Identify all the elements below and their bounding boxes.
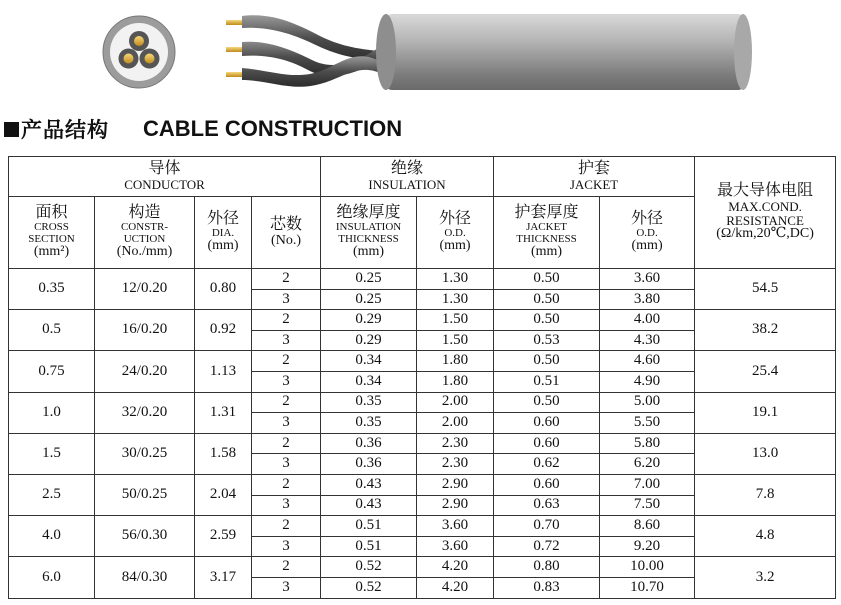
cell-construction: 32/0.20 — [95, 392, 195, 433]
cell-cores: 3 — [252, 330, 321, 351]
table-row — [9, 516, 836, 537]
cell-insulation-thickness: 0.29 — [321, 310, 417, 331]
cell-insulation-od: 1.80 — [417, 351, 494, 372]
cell-cross-section: 1.0 — [9, 392, 95, 433]
cell-insulation-od: 3.60 — [417, 516, 494, 537]
cell-max-resistance: 25.4 — [695, 351, 836, 392]
cell-jacket-od: 8.60 — [600, 516, 695, 537]
cable-construction-table — [8, 156, 836, 599]
cell-cross-section: 2.5 — [9, 474, 95, 515]
cell-dia: 2.04 — [195, 474, 252, 515]
cell-insulation-thickness: 0.35 — [321, 392, 417, 413]
cell-cores: 2 — [252, 269, 321, 290]
cell-jacket-thickness: 0.60 — [494, 433, 600, 454]
cell-jacket-thickness: 0.50 — [494, 310, 600, 331]
cell-jacket-thickness: 0.63 — [494, 495, 600, 516]
header-jacket: 护套 JACKET — [494, 157, 695, 197]
cell-insulation-thickness: 0.36 — [321, 454, 417, 475]
cell-insulation-thickness: 0.51 — [321, 516, 417, 537]
cell-insulation-od: 2.00 — [417, 413, 494, 434]
cell-insulation-od: 2.90 — [417, 474, 494, 495]
cell-construction: 50/0.25 — [95, 474, 195, 515]
cell-dia: 3.17 — [195, 557, 252, 598]
cell-max-resistance: 4.8 — [695, 516, 836, 557]
square-bullet-icon — [4, 122, 19, 137]
cell-jacket-thickness: 0.50 — [494, 269, 600, 290]
cell-cores: 3 — [252, 454, 321, 475]
cell-insulation-od: 3.60 — [417, 536, 494, 557]
header-insulation-thickness: 绝缘厚度 INSULATION THICKNESS (mm) — [321, 197, 417, 269]
cell-max-resistance: 54.5 — [695, 269, 836, 310]
cell-construction: 12/0.20 — [95, 269, 195, 310]
cell-cores: 2 — [252, 351, 321, 372]
cell-insulation-thickness: 0.25 — [321, 269, 417, 290]
cell-jacket-od: 6.20 — [600, 454, 695, 475]
cell-insulation-od: 2.30 — [417, 433, 494, 454]
cell-insulation-od: 4.20 — [417, 557, 494, 578]
table-row — [9, 269, 836, 290]
cell-jacket-od: 5.00 — [600, 392, 695, 413]
cell-jacket-od: 3.80 — [600, 289, 695, 310]
header-insulation: 绝缘 INSULATION — [321, 157, 494, 197]
header-jacket-thickness: 护套厚度 JACKET THICKNESS (mm) — [494, 197, 600, 269]
cell-cores: 2 — [252, 392, 321, 413]
cell-dia: 0.80 — [195, 269, 252, 310]
cell-cross-section: 6.0 — [9, 557, 95, 598]
heading-cn: 产品结构 — [21, 118, 109, 142]
cell-jacket-thickness: 0.72 — [494, 536, 600, 557]
cell-max-resistance: 38.2 — [695, 310, 836, 351]
cell-cores: 3 — [252, 413, 321, 434]
header-cores: 芯数 (No.) — [252, 197, 321, 269]
cell-insulation-thickness: 0.52 — [321, 557, 417, 578]
cell-jacket-od: 4.30 — [600, 330, 695, 351]
cell-cores: 3 — [252, 371, 321, 392]
cell-insulation-thickness: 0.51 — [321, 536, 417, 557]
header-max-resistance: 最大导体电阻 MAX.COND. RESISTANCE (Ω/km,20℃,DC) — [695, 157, 836, 269]
cell-jacket-thickness: 0.53 — [494, 330, 600, 351]
cell-insulation-thickness: 0.25 — [321, 289, 417, 310]
cell-jacket-od: 10.70 — [600, 577, 695, 598]
cell-insulation-od: 2.90 — [417, 495, 494, 516]
cell-dia: 2.59 — [195, 516, 252, 557]
cell-construction: 16/0.20 — [95, 310, 195, 351]
cell-jacket-thickness: 0.50 — [494, 392, 600, 413]
cell-jacket-thickness: 0.60 — [494, 413, 600, 434]
cell-cores: 2 — [252, 433, 321, 454]
section-heading — [4, 112, 402, 146]
table-row — [9, 392, 836, 413]
cell-insulation-od: 2.30 — [417, 454, 494, 475]
cell-construction: 84/0.30 — [95, 557, 195, 598]
cell-construction: 24/0.20 — [95, 351, 195, 392]
table-row — [9, 433, 836, 454]
cell-cross-section: 4.0 — [9, 516, 95, 557]
cell-cores: 2 — [252, 557, 321, 578]
cell-jacket-thickness: 0.60 — [494, 474, 600, 495]
cell-insulation-od: 1.80 — [417, 371, 494, 392]
cell-cross-section: 0.35 — [9, 269, 95, 310]
cell-cores: 3 — [252, 536, 321, 557]
header-insulation-od: 外径 O.D. (mm) — [417, 197, 494, 269]
cell-insulation-thickness: 0.34 — [321, 371, 417, 392]
cell-insulation-thickness: 0.35 — [321, 413, 417, 434]
cell-dia: 1.58 — [195, 433, 252, 474]
cell-jacket-od: 4.60 — [600, 351, 695, 372]
cell-insulation-thickness: 0.34 — [321, 351, 417, 372]
cell-jacket-od: 10.00 — [600, 557, 695, 578]
cell-dia: 1.31 — [195, 392, 252, 433]
cell-insulation-thickness: 0.43 — [321, 474, 417, 495]
cell-jacket-od: 4.90 — [600, 371, 695, 392]
cell-jacket-od: 5.50 — [600, 413, 695, 434]
cell-max-resistance: 13.0 — [695, 433, 836, 474]
cell-insulation-od: 1.30 — [417, 269, 494, 290]
cell-dia: 1.13 — [195, 351, 252, 392]
cell-insulation-od: 2.00 — [417, 392, 494, 413]
cell-max-resistance: 7.8 — [695, 474, 836, 515]
cell-jacket-od: 7.50 — [600, 495, 695, 516]
cell-cross-section: 1.5 — [9, 433, 95, 474]
cell-jacket-thickness: 0.70 — [494, 516, 600, 537]
header-construction: 构造 CONSTR- UCTION (No./mm) — [95, 197, 195, 269]
cell-cross-section: 0.5 — [9, 310, 95, 351]
cell-insulation-od: 1.30 — [417, 289, 494, 310]
cell-dia: 0.92 — [195, 310, 252, 351]
cell-cores: 2 — [252, 516, 321, 537]
cell-insulation-thickness: 0.52 — [321, 577, 417, 598]
table-row — [9, 310, 836, 331]
header-jacket-od: 外径 O.D. (mm) — [600, 197, 695, 269]
header-conductor: 导体 CONDUCTOR — [9, 157, 321, 197]
cell-insulation-od: 1.50 — [417, 330, 494, 351]
cell-max-resistance: 3.2 — [695, 557, 836, 598]
cell-max-resistance: 19.1 — [695, 392, 836, 433]
cable-side-view-icon — [226, 14, 752, 90]
cell-jacket-od: 3.60 — [600, 269, 695, 290]
cell-insulation-od: 4.20 — [417, 577, 494, 598]
cell-construction: 56/0.30 — [95, 516, 195, 557]
cable-illustration — [0, 0, 841, 108]
cell-construction: 30/0.25 — [95, 433, 195, 474]
cross-section-icon — [103, 16, 175, 88]
table-row — [9, 351, 836, 372]
cell-insulation-thickness: 0.29 — [321, 330, 417, 351]
cell-cross-section: 0.75 — [9, 351, 95, 392]
heading-en: CABLE CONSTRUCTION — [143, 116, 403, 141]
cell-insulation-od: 1.50 — [417, 310, 494, 331]
cell-jacket-thickness: 0.80 — [494, 557, 600, 578]
header-dia: 外径 DIA. (mm) — [195, 197, 252, 269]
header-cross-section: 面积 CROSS SECTION (mm²) — [9, 197, 95, 269]
cell-jacket-od: 5.80 — [600, 433, 695, 454]
cell-cores: 3 — [252, 495, 321, 516]
cell-cores: 2 — [252, 310, 321, 331]
table-row — [9, 557, 836, 578]
cell-jacket-thickness: 0.83 — [494, 577, 600, 598]
cell-jacket-od: 9.20 — [600, 536, 695, 557]
cell-cores: 2 — [252, 474, 321, 495]
cell-cores: 3 — [252, 289, 321, 310]
cell-cores: 3 — [252, 577, 321, 598]
table-row — [9, 474, 836, 495]
cell-insulation-thickness: 0.43 — [321, 495, 417, 516]
cell-jacket-thickness: 0.50 — [494, 289, 600, 310]
cell-jacket-od: 7.00 — [600, 474, 695, 495]
cell-jacket-od: 4.00 — [600, 310, 695, 331]
cell-jacket-thickness: 0.50 — [494, 351, 600, 372]
cell-jacket-thickness: 0.51 — [494, 371, 600, 392]
cell-jacket-thickness: 0.62 — [494, 454, 600, 475]
cell-insulation-thickness: 0.36 — [321, 433, 417, 454]
